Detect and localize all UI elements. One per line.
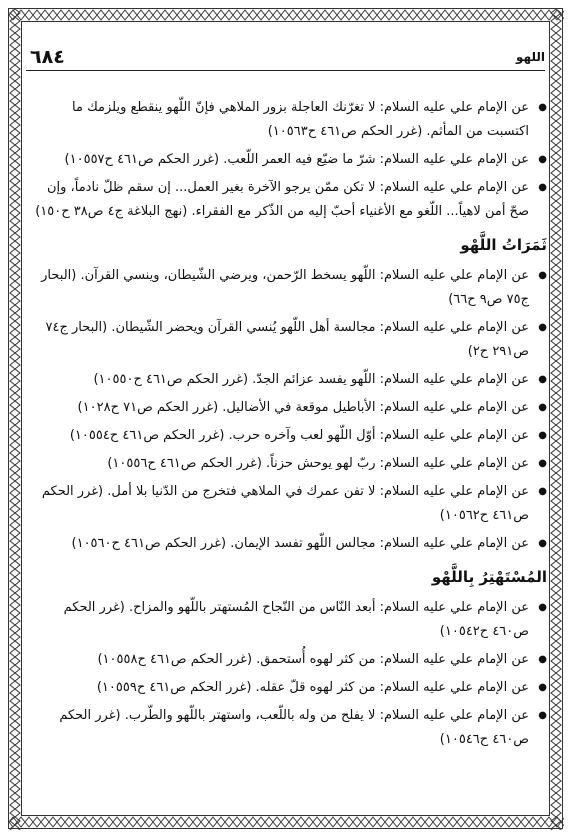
hadith-item: ● عن الإمام علي عليه السلام: من كثر لهوه قلّ عقله. (غرر الحكم ص٤٦١ ح١٠٥٥٩) — [26, 676, 547, 700]
page-content — [26, 96, 547, 756]
ornament-left — [9, 9, 21, 830]
hadith-item: ● عن الإمام علي عليه السلام: اللّهو يفسد عزائم الجدّ. (غرر الحكم ص٤٦١ ح١٠٥٥٠) — [26, 368, 547, 392]
hadith-item: ● عن الإمام علي عليه السلام: لا تغرّنك العاجلة بزور الملاهي فإنّ اللّهو ينقطع ويلزمك ما اكتسبت من المأثم. (غرر الحكم ص٤٦١ ح١٠٥٦٣) — [26, 96, 547, 144]
hadith-item: ● عن الإمام علي عليه السلام: مجالس اللّهو تفسد الإيمان. (غرر الحكم ص٤٦١ ح١٠٥٦٠) — [26, 532, 547, 556]
hadith-item: ● عن الإمام علي عليه السلام: لا تكن ممّن يرجو الآخرة بغير العمل... إن سقم ظلّ نادماً، وإن صحّ أمن لاهياً... اللّغو مع الأغنياء أحبّ إليه من الذّكر مع الفقراء. (نهج البلاغة ج٤ ص٣٨ ح١٥٠) — [26, 176, 547, 224]
section-heading-fruits: ثَمَرَاتُ اللَّهْو — [460, 236, 547, 254]
running-title: اللهو — [516, 50, 545, 64]
hadith-item: ● عن الإمام علي عليه السلام: شرّ ما ضيّع فيه العمر اللّعب. (غرر الحكم ص٤٦١ ح١٠٥٥٧) — [26, 148, 547, 172]
hadith-item: ● عن الإمام علي عليه السلام: أوّل اللّهو لعب وآخره حرب. (غرر الحكم ص٤٦١ ح١٠٥٥٤) — [26, 424, 547, 448]
hadith-item: ● عن الإمام علي عليه السلام: اللّهو يسخط الرّحمن، ويرضي الشّيطان، وينسي القرآن. (البحار ج٧٥ ص٩ ح٦٦) — [26, 264, 547, 312]
ornament-bottom — [9, 816, 564, 828]
ornament-top — [9, 9, 564, 21]
hadith-item: ● عن الإمام علي عليه السلام: لا تفن عمرك في الملاهي فتخرج من الدّنيا بلا أمل. (غرر الحكم ص٤٦١ ح١٠٥٦٢) — [26, 480, 547, 528]
hadith-item: ● عن الإمام علي عليه السلام: لا يفلح من وله باللّعب، واستهتر باللّهو والطّرب. (غرر الحكم ص٤٦٠ ح١٠٥٤٦) — [26, 704, 547, 752]
section-heading-addicted: المُسْتَهْتِرُ بِاللَّهْو — [431, 568, 547, 586]
hadith-item: ● عن الإمام علي عليه السلام: مجالسة أهل اللّهو يُنسي القرآن ويحضر الشّيطان. (البحار ج٧٤ ص٢٩١ ح٢) — [26, 316, 547, 364]
hadith-item: ● عن الإمام علي عليه السلام: الأباطيل موقعة في الأضاليل. (غرر الحكم ص٧١ ح١٠٢٨) — [26, 396, 547, 420]
hadith-item: ● عن الإمام علي عليه السلام: أبعد النّاس من النّجاح المُستهتر باللّهو والمزاح. (غرر الحكم ص٤٦٠ ح١٠٥٤٢) — [26, 596, 547, 644]
page-number: ٦٨٤ — [30, 46, 65, 68]
page-header — [26, 44, 545, 71]
hadith-item: ● عن الإمام علي عليه السلام: ربّ لهو يوحش حزناً. (غرر الحكم ص٤٦١ ح١٠٥٥٦) — [26, 452, 547, 476]
hadith-item: ● عن الإمام علي عليه السلام: من كثر لهوه أُستحمق. (غرر الحكم ص٤٦١ ح١٠٥٥٨) — [26, 648, 547, 672]
ornament-right — [550, 9, 562, 830]
